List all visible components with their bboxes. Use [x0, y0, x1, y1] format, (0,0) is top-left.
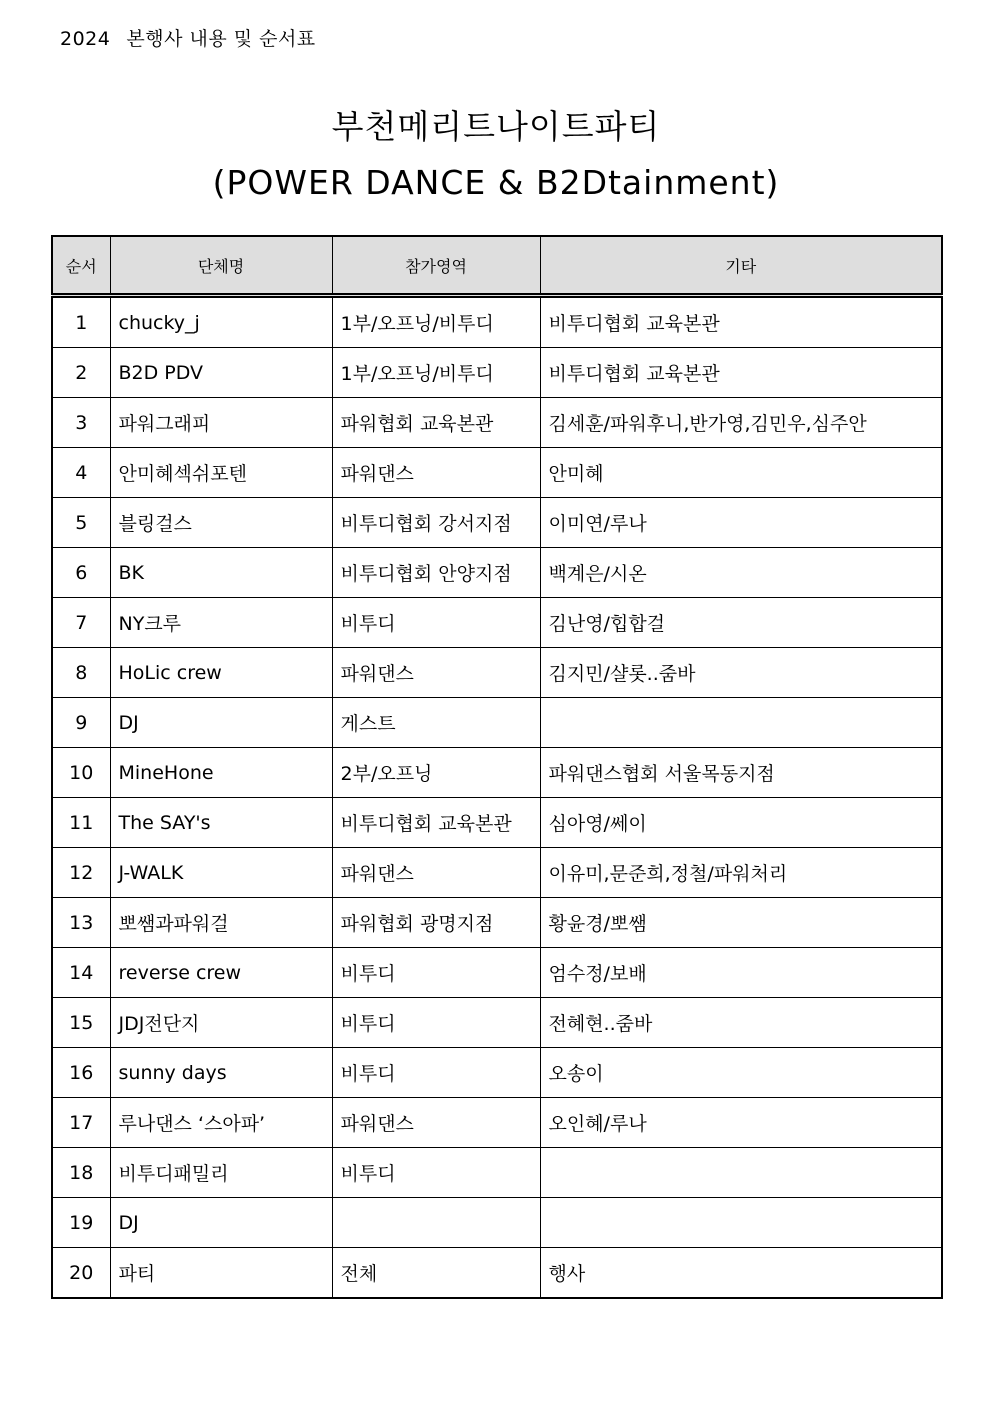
document-header	[60, 24, 316, 51]
table-row	[52, 348, 942, 398]
cell-order: 9	[52, 698, 110, 748]
cell-team-name: chucky_j	[110, 296, 332, 348]
cell-order: 10	[52, 748, 110, 798]
cell-order: 16	[52, 1048, 110, 1098]
cell-team-name: 블링걸스	[110, 498, 332, 548]
title-block	[0, 104, 992, 206]
schedule-table	[51, 235, 943, 1299]
cell-team-name: reverse crew	[110, 948, 332, 998]
column-header-notes: 기타	[540, 236, 942, 296]
cell-participation-area: 전체	[332, 1248, 540, 1299]
cell-participation-area: 비투디협회 강서지점	[332, 498, 540, 548]
cell-order: 2	[52, 348, 110, 398]
cell-team-name: MineHone	[110, 748, 332, 798]
cell-participation-area: 1부/오프닝/비투디	[332, 296, 540, 348]
cell-order: 8	[52, 648, 110, 698]
table-row	[52, 748, 942, 798]
cell-notes: 행사	[540, 1248, 942, 1299]
cell-team-name: JDJ전단지	[110, 998, 332, 1048]
table-row	[52, 648, 942, 698]
header-label: 본행사 내용 및 순서표	[126, 28, 316, 50]
cell-participation-area: 파워댄스	[332, 1098, 540, 1148]
table-row	[52, 1248, 942, 1299]
cell-order: 20	[52, 1248, 110, 1299]
cell-order: 13	[52, 898, 110, 948]
cell-order: 1	[52, 296, 110, 348]
cell-team-name: 뽀쌤과파워걸	[110, 898, 332, 948]
cell-order: 12	[52, 848, 110, 898]
cell-team-name: HoLic crew	[110, 648, 332, 698]
cell-notes: 비투디협회 교육본관	[540, 348, 942, 398]
cell-team-name: 안미혜섹쉬포텐	[110, 448, 332, 498]
cell-participation-area: 비투디	[332, 1048, 540, 1098]
cell-notes: 황윤경/뽀쌤	[540, 898, 942, 948]
cell-team-name: DJ	[110, 1198, 332, 1248]
table-row	[52, 998, 942, 1048]
table-row	[52, 1148, 942, 1198]
table-row	[52, 296, 942, 348]
table-row	[52, 698, 942, 748]
schedule-table-wrapper	[51, 235, 941, 1299]
cell-order: 17	[52, 1098, 110, 1148]
cell-team-name: sunny days	[110, 1048, 332, 1098]
cell-notes: 백계은/시온	[540, 548, 942, 598]
cell-order: 15	[52, 998, 110, 1048]
cell-participation-area: 파워협회 광명지점	[332, 898, 540, 948]
cell-notes	[540, 1198, 942, 1248]
cell-notes: 심아영/쎄이	[540, 798, 942, 848]
cell-notes: 오송이	[540, 1048, 942, 1098]
cell-participation-area: 비투디	[332, 1148, 540, 1198]
cell-participation-area: 파워댄스	[332, 648, 540, 698]
cell-order: 7	[52, 598, 110, 648]
page-subtitle: (POWER DANCE & B2Dtainment)	[212, 163, 780, 202]
table-row	[52, 1048, 942, 1098]
cell-participation-area: 비투디	[332, 948, 540, 998]
cell-notes: 김지민/샬롯..줌바	[540, 648, 942, 698]
cell-order: 4	[52, 448, 110, 498]
cell-team-name: The SAY's	[110, 798, 332, 848]
cell-notes: 이유미,문준희,정철/파워처리	[540, 848, 942, 898]
cell-participation-area: 비투디	[332, 998, 540, 1048]
cell-order: 19	[52, 1198, 110, 1248]
table-row	[52, 898, 942, 948]
table-row	[52, 848, 942, 898]
cell-notes: 이미연/루나	[540, 498, 942, 548]
cell-notes	[540, 698, 942, 748]
cell-notes: 엄수정/보배	[540, 948, 942, 998]
table-row	[52, 448, 942, 498]
table-row	[52, 798, 942, 848]
table-row	[52, 1098, 942, 1148]
table-row	[52, 598, 942, 648]
cell-notes: 안미혜	[540, 448, 942, 498]
cell-participation-area: 파워댄스	[332, 848, 540, 898]
cell-team-name: DJ	[110, 698, 332, 748]
header-year: 2024	[60, 28, 111, 50]
cell-order: 14	[52, 948, 110, 998]
table-row	[52, 498, 942, 548]
cell-participation-area	[332, 1198, 540, 1248]
cell-participation-area: 게스트	[332, 698, 540, 748]
cell-notes: 전혜현..줌바	[540, 998, 942, 1048]
cell-order: 3	[52, 398, 110, 448]
cell-team-name: NY크루	[110, 598, 332, 648]
cell-participation-area: 비투디	[332, 598, 540, 648]
table-row	[52, 1198, 942, 1248]
cell-notes: 비투디협회 교육본관	[540, 296, 942, 348]
cell-participation-area: 비투디협회 안양지점	[332, 548, 540, 598]
cell-notes: 김세훈/파워후니,반가영,김민우,심주안	[540, 398, 942, 448]
cell-notes: 김난영/힙합걸	[540, 598, 942, 648]
cell-order: 6	[52, 548, 110, 598]
cell-order: 5	[52, 498, 110, 548]
column-header-team-name: 단체명	[110, 236, 332, 296]
column-header-participation-area: 참가영역	[332, 236, 540, 296]
table-row	[52, 398, 942, 448]
cell-notes: 파워댄스협회 서울목동지점	[540, 748, 942, 798]
cell-team-name: 파티	[110, 1248, 332, 1299]
cell-participation-area: 비투디협회 교육본관	[332, 798, 540, 848]
cell-team-name: 비투디패밀리	[110, 1148, 332, 1198]
cell-team-name: B2D PDV	[110, 348, 332, 398]
table-body	[52, 296, 942, 1299]
cell-order: 18	[52, 1148, 110, 1198]
cell-team-name: 루나댄스 ‘스아파’	[110, 1098, 332, 1148]
table-row	[52, 948, 942, 998]
table-row	[52, 548, 942, 598]
cell-participation-area: 2부/오프닝	[332, 748, 540, 798]
page-title: 부천메리트나이트파티	[331, 107, 661, 146]
cell-team-name: BK	[110, 548, 332, 598]
table-header-row	[52, 236, 942, 296]
cell-team-name: 파워그래피	[110, 398, 332, 448]
cell-participation-area: 파워협회 교육본관	[332, 398, 540, 448]
cell-team-name: J-WALK	[110, 848, 332, 898]
cell-participation-area: 파워댄스	[332, 448, 540, 498]
column-header-order: 순서	[52, 236, 110, 296]
cell-order: 11	[52, 798, 110, 848]
cell-notes	[540, 1148, 942, 1198]
cell-notes: 오인혜/루나	[540, 1098, 942, 1148]
cell-participation-area: 1부/오프닝/비투디	[332, 348, 540, 398]
